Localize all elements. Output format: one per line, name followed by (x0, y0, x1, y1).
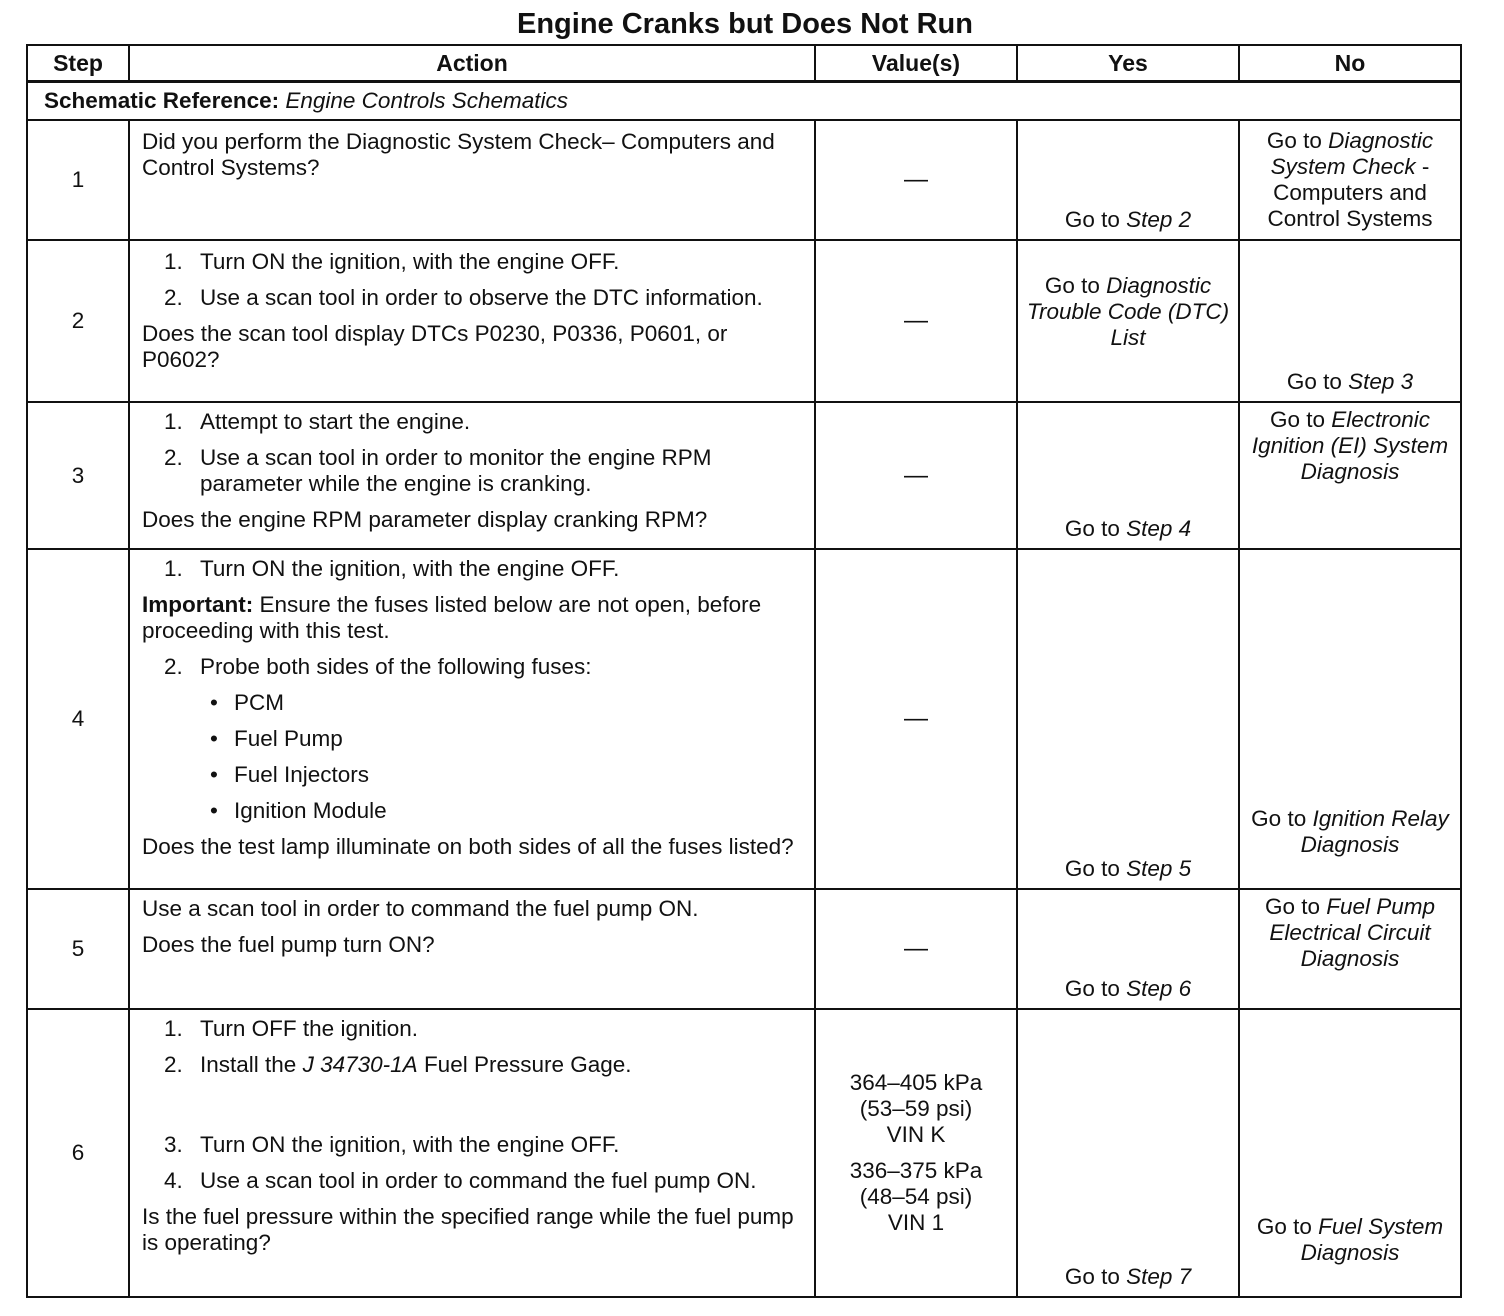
list-item: 1. Turn ON the ignition, with the engine OFF. (164, 249, 620, 274)
action-cell (129, 240, 815, 402)
value-dash: — (904, 461, 928, 489)
no-link[interactable]: Ignition Relay Diagnosis (1300, 806, 1449, 857)
list-item: 1. Turn OFF the ignition. (164, 1016, 419, 1041)
diagnostic-table (26, 44, 1462, 1298)
list-item: 2. Probe both sides of the following fuses: (164, 654, 592, 679)
goto-label: Go to (1264, 894, 1320, 919)
pressure-spec-vin-1: 336–375 kPa (48–54 psi) VIN 1 (849, 1158, 983, 1235)
bullet-item: • PCM (210, 690, 284, 715)
table-row (27, 120, 1461, 240)
action-instruction: Use a scan tool in order to command the fuel pump ON. (142, 896, 699, 921)
list-item: 1. Turn ON the ignition, with the engine OFF. (164, 556, 620, 581)
important-text: Ensure the fuses listed below are not open, before proceeding with this test. (142, 592, 762, 643)
step-number: 5 (27, 889, 129, 1009)
goto-label: Go to (1266, 128, 1322, 153)
value-cell (815, 402, 1017, 549)
table-row (27, 402, 1461, 549)
goto-label: Go to (1064, 976, 1120, 1001)
no-cell (1239, 1009, 1461, 1297)
table-row (27, 889, 1461, 1009)
table-row (27, 549, 1461, 889)
step-number: 6 (27, 1009, 129, 1297)
value-cell (815, 1009, 1017, 1297)
schematic-link[interactable]: Engine Controls Schematics (285, 88, 569, 113)
no-link[interactable]: Electronic Ignition (EI) System Diagnosis (1251, 407, 1449, 484)
yes-cell (1017, 120, 1239, 240)
value-cell (815, 549, 1017, 889)
yes-cell (1017, 240, 1239, 402)
schematic-label: Schematic Reference: (44, 88, 280, 113)
action-cell (129, 549, 815, 889)
list-item: 2. Use a scan tool in order to monitor the engine RPM parameter while the engine is cranking. (164, 445, 712, 496)
action-question: Does the scan tool display DTCs P0230, P0336, P0601, or P0602? (142, 321, 728, 372)
no-cell (1239, 240, 1461, 402)
header-yes: Yes (1017, 45, 1239, 82)
action-cell (129, 1009, 815, 1297)
header-row (27, 45, 1461, 82)
value-dash: — (904, 166, 928, 193)
table-row (27, 1009, 1461, 1297)
goto-label: Go to (1044, 273, 1100, 298)
value-cell (815, 120, 1017, 240)
value-dash: — (904, 307, 928, 334)
action-question: Does the engine RPM parameter display cranking RPM? (142, 507, 708, 532)
list-item: 2. Use a scan tool in order to observe the DTC information. (164, 285, 763, 310)
schematic-row (27, 82, 1461, 121)
goto-label: Go to (1064, 1264, 1120, 1289)
action-question: Is the fuel pressure within the specified range while the fuel pump is operating? (142, 1204, 794, 1255)
list-item: 3. Turn ON the ignition, with the engine OFF. (164, 1132, 620, 1157)
yes-link[interactable]: Diagnostic Trouble Code (DTC) List (1026, 273, 1230, 350)
important-label: Important: (142, 592, 254, 617)
action-question: Does the test lamp illuminate on both sides of all the fuses listed? (142, 834, 794, 859)
list-item: 2. Install the J 34730-1A Fuel Pressure Gage. (164, 1052, 632, 1077)
action-question: Does the fuel pump turn ON? (142, 932, 435, 957)
yes-link[interactable]: Step 7 (1126, 1264, 1192, 1289)
yes-cell (1017, 1009, 1239, 1297)
yes-link[interactable]: Step 4 (1126, 516, 1192, 541)
no-cell (1239, 402, 1461, 549)
table-row (27, 240, 1461, 402)
no-link[interactable]: Fuel System Diagnosis (1300, 1214, 1444, 1265)
goto-label: Go to (1251, 806, 1307, 831)
value-dash: — (904, 705, 928, 732)
list-item: 1. Attempt to start the engine. (164, 409, 471, 434)
no-link[interactable]: Step 3 (1348, 369, 1414, 394)
step-number: 4 (27, 549, 129, 889)
action-cell (129, 402, 815, 549)
action-cell (129, 889, 815, 1009)
step-number: 3 (27, 402, 129, 549)
no-cell (1239, 120, 1461, 240)
yes-link[interactable]: Step 5 (1126, 856, 1192, 881)
yes-cell (1017, 402, 1239, 549)
no-link[interactable]: Fuel Pump Electrical Circuit Diagnosis (1269, 894, 1436, 971)
goto-label: Go to (1286, 369, 1342, 394)
action-question: Did you perform the Diagnostic System Check– Computers and Control Systems? (142, 129, 775, 180)
yes-link[interactable]: Step 6 (1126, 976, 1192, 1001)
yes-cell (1017, 889, 1239, 1009)
yes-cell (1017, 549, 1239, 889)
important-note (142, 592, 806, 644)
value-cell (815, 240, 1017, 402)
bullet-item: • Fuel Pump (210, 726, 343, 751)
value-dash: — (904, 935, 928, 962)
goto-label: Go to (1064, 856, 1120, 881)
value-cell (815, 889, 1017, 1009)
header-values: Value(s) (815, 45, 1017, 82)
step-number: 1 (27, 120, 129, 240)
goto-label: Go to (1064, 207, 1120, 232)
header-no: No (1239, 45, 1461, 82)
list-item: 4. Use a scan tool in order to command the fuel pump ON. (164, 1168, 757, 1193)
bullet-item: • Fuel Injectors (210, 762, 370, 787)
yes-link[interactable]: Step 2 (1126, 207, 1192, 232)
schematic-reference (27, 82, 1461, 121)
page-title: Engine Cranks but Does Not Run (517, 8, 973, 40)
no-link[interactable]: Diagnostic System Check (1270, 128, 1434, 179)
goto-label: Go to (1256, 1214, 1312, 1239)
header-step: Step (27, 45, 129, 82)
step-number: 2 (27, 240, 129, 402)
action-cell (129, 120, 815, 240)
pressure-spec-vin-k: 364–405 kPa (53–59 psi) VIN K (849, 1070, 983, 1147)
tool-name: J 34730-1A (302, 1052, 418, 1077)
bullet-item: • Ignition Module (210, 798, 387, 823)
no-cell (1239, 889, 1461, 1009)
no-cell (1239, 549, 1461, 889)
goto-label: Go to (1064, 516, 1120, 541)
header-action: Action (129, 45, 815, 82)
goto-label: Go to (1269, 407, 1325, 432)
no-text: - Computers and Control Systems (1267, 154, 1433, 231)
